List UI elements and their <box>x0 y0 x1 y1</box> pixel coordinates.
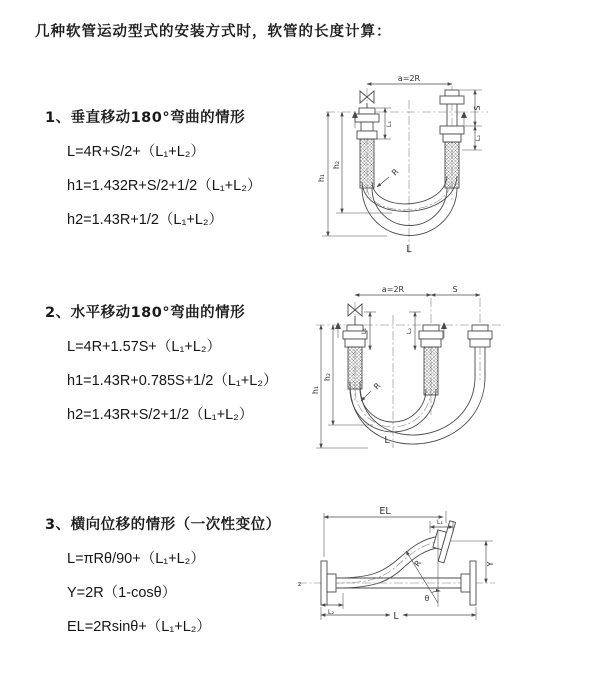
dim-h1-label: h₁ <box>311 385 320 395</box>
dimension-s <box>431 285 480 295</box>
radius-callout <box>377 167 401 187</box>
dimension-l <box>321 607 476 622</box>
dim-l2-label: L₂ <box>327 608 335 616</box>
dim-h2-label: h₂ <box>332 160 341 170</box>
dimension-l1 <box>376 108 393 139</box>
section-3 <box>45 513 325 636</box>
section-2-heading: 2、水平移动180°弯曲的情形 <box>45 305 246 321</box>
dimension-el <box>324 506 446 557</box>
hose-displaced-position <box>336 518 456 588</box>
dimension-a-2r <box>367 74 452 84</box>
dim-s-label: S <box>452 285 458 294</box>
radius-label: R <box>412 558 424 569</box>
break-mark: z <box>298 580 302 588</box>
formula-line: L=πRθ/90+（L₁+L₂） <box>67 551 205 567</box>
formula-line: L=4R+S/2+（L₁+L₂） <box>67 144 205 160</box>
dim-l1-label: L₁ <box>360 327 368 335</box>
dim-a2r-label: a=2R <box>397 74 421 83</box>
dimension-s <box>460 90 482 126</box>
dim-l2-label: L₂ <box>405 327 413 335</box>
diagram-horizontal-180-bend <box>308 280 593 475</box>
dim-a2r-label: a=2R <box>381 285 405 294</box>
dim-l-label: L <box>406 244 412 255</box>
angle-theta-label: θ <box>424 594 430 603</box>
dim-l1-label: L₁ <box>436 518 444 526</box>
formula-line: h1=1.432R+S/2+1/2（L₁+L₂） <box>67 178 262 194</box>
dim-y-label: Y <box>486 561 495 567</box>
radius-label: R <box>390 167 401 178</box>
dim-l-label: L <box>393 611 399 622</box>
hose-u-bend <box>362 176 457 236</box>
diagram-vertical-180-bend <box>312 70 592 260</box>
hose-u-bend <box>350 373 485 444</box>
formula-line: h1=1.43R+0.785S+1/2（L₁+L₂） <box>67 373 278 389</box>
hose-middle-leg <box>419 325 443 395</box>
formula-line: Y=2R（1-cosθ） <box>67 585 177 601</box>
dim-h2-label: h₂ <box>323 372 332 382</box>
section-1-heading: 1、垂直移动180°弯曲的情形 <box>45 110 246 126</box>
page-title: 几种软管运动型式的安装方式时，软管的长度计算： <box>35 24 392 40</box>
formula-line: h2=1.43R+1/2（L₁+L₂） <box>67 212 224 228</box>
dim-l-label: L <box>384 435 390 446</box>
centerlines <box>326 86 488 254</box>
dim-l1-label: L₁ <box>385 120 393 128</box>
hose-left-leg <box>355 108 379 188</box>
section-1 <box>45 106 325 229</box>
formula-line: EL=2Rsinθ+（L₁+L₂） <box>67 619 211 635</box>
dimension-l2 <box>462 126 482 150</box>
dim-l2-label: L₂ <box>474 134 482 142</box>
dim-s-label: S <box>473 105 482 111</box>
formula-line: L=4R+1.57S+（L₁+L₂） <box>67 339 222 355</box>
centerlines <box>316 298 504 448</box>
section-3-heading: 3、横向位移的情形（一次性变位） <box>45 517 281 533</box>
radius-label: R <box>372 381 383 392</box>
section-2 <box>45 301 325 424</box>
dim-el-label: EL <box>379 506 391 517</box>
dim-h1-label: h₁ <box>317 173 326 183</box>
dimension-a-2r <box>355 285 431 295</box>
left-flange <box>321 561 336 605</box>
diagram-lateral-displacement <box>293 503 598 648</box>
radius-callout <box>361 381 383 401</box>
formula-line: h2=1.43R+S/2+1/2（L₁+L₂） <box>67 407 254 423</box>
